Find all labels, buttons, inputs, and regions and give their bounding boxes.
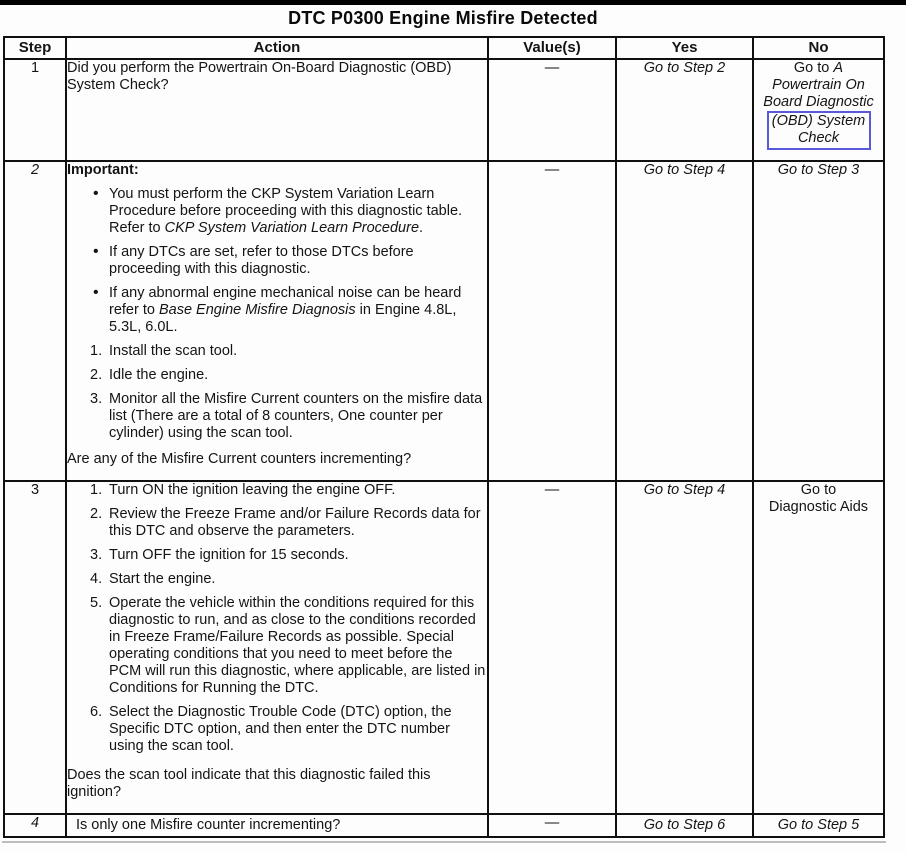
no-ref-prefix: Go to bbox=[793, 60, 834, 76]
bullet-item: • If any abnormal engine mechanical noise can be heard refer to Base Engine Misfire Diagnosis in Engine 4.8L, 5.3L, 6.0L. bbox=[90, 285, 487, 336]
value-cell: — bbox=[488, 481, 616, 814]
action-step-item: Turn OFF the ignition for 15 seconds. bbox=[109, 547, 349, 563]
step-number: 3 bbox=[4, 481, 66, 814]
scan-artifact-line bbox=[2, 841, 886, 843]
action-question: Is only one Misfire counter incrementing? bbox=[76, 816, 341, 833]
yes-cell: Go to Step 6 bbox=[616, 814, 753, 837]
action-step-item: Install the scan tool. bbox=[109, 343, 238, 359]
header-row bbox=[4, 37, 884, 59]
action-step-item: Review the Freeze Frame and/or Failure Records data for this DTC and observe the parameters. bbox=[109, 506, 481, 539]
action-step-list bbox=[67, 343, 487, 449]
col-header-no: No bbox=[753, 37, 884, 59]
bullet-item: • You must perform the CKP System Variation Learn Procedure before proceeding with this diagnostic table. Refer to CKP System Variation Learn Procedure. bbox=[90, 186, 487, 237]
value-cell: — bbox=[488, 161, 616, 481]
col-header-step: Step bbox=[4, 37, 66, 59]
value-cell: — bbox=[488, 59, 616, 161]
table-row-step-3 bbox=[4, 481, 884, 814]
no-ref-title: A Powertrain On Board Diagnostic bbox=[763, 60, 874, 110]
action-question: Did you perform the Powertrain On-Board Diagnostic (OBD) System Check? bbox=[67, 60, 452, 93]
col-header-action: Action bbox=[66, 37, 488, 59]
step-number: 2 bbox=[4, 161, 66, 481]
important-bullet-list bbox=[67, 186, 487, 343]
page-top-rule bbox=[0, 0, 906, 5]
obd-system-check-link[interactable]: (OBD) System Check bbox=[767, 111, 871, 150]
yes-cell: Go to Step 4 bbox=[616, 161, 753, 481]
col-header-yes: Yes bbox=[616, 37, 753, 59]
action-question: Does the scan tool indicate that this diagnostic failed this ignition? bbox=[67, 767, 431, 800]
no-cell: Go to Diagnostic Aids bbox=[753, 481, 884, 814]
step-number: 1 bbox=[4, 59, 66, 161]
no-cell: Go to Step 3 bbox=[753, 161, 884, 481]
action-step-item: Monitor all the Misfire Current counters on the misfire data list (There are a total of 8 counters, One counter per cylinder) using the scan tool. bbox=[109, 391, 483, 441]
bullet-item: • If any DTCs are set, refer to those DTCs before proceeding with this diagnostic. bbox=[90, 244, 487, 278]
table-row-step-1 bbox=[4, 59, 884, 161]
action-step-list bbox=[67, 482, 487, 762]
step-number: 4 bbox=[4, 814, 66, 837]
dtc-diagnostic-table bbox=[3, 36, 885, 838]
action-step-item: Select the Diagnostic Trouble Code (DTC) option, the Specific DTC option, and then enter the DTC number using the scan tool. bbox=[109, 704, 452, 754]
important-label: Important: bbox=[67, 162, 139, 178]
no-cell bbox=[753, 59, 884, 161]
action-step-item: Operate the vehicle within the conditions required for this diagnostic to run, and as close to the conditions recorded in Freeze Frame/Failure Records as possible. Special operating conditions that you need to meet before the PCM will run this diagnostic, where applicable, are listed in Conditions for Running the DTC. bbox=[109, 595, 486, 696]
page-title: DTC P0300 Engine Misfire Detected bbox=[288, 8, 598, 28]
action-question: Are any of the Misfire Current counters incrementing? bbox=[67, 451, 412, 467]
table-row-step-4 bbox=[4, 814, 884, 837]
action-step-item: Idle the engine. bbox=[109, 367, 209, 383]
action-step-item: Turn ON the ignition leaving the engine OFF. bbox=[109, 482, 396, 498]
value-cell: — bbox=[488, 814, 616, 837]
no-cell: Go to Step 5 bbox=[753, 814, 884, 837]
yes-cell: Go to Step 4 bbox=[616, 481, 753, 814]
yes-cell: Go to Step 2 bbox=[616, 59, 753, 161]
col-header-values: Value(s) bbox=[488, 37, 616, 59]
table-row-step-2 bbox=[4, 161, 884, 481]
action-step-item: Start the engine. bbox=[109, 571, 216, 587]
